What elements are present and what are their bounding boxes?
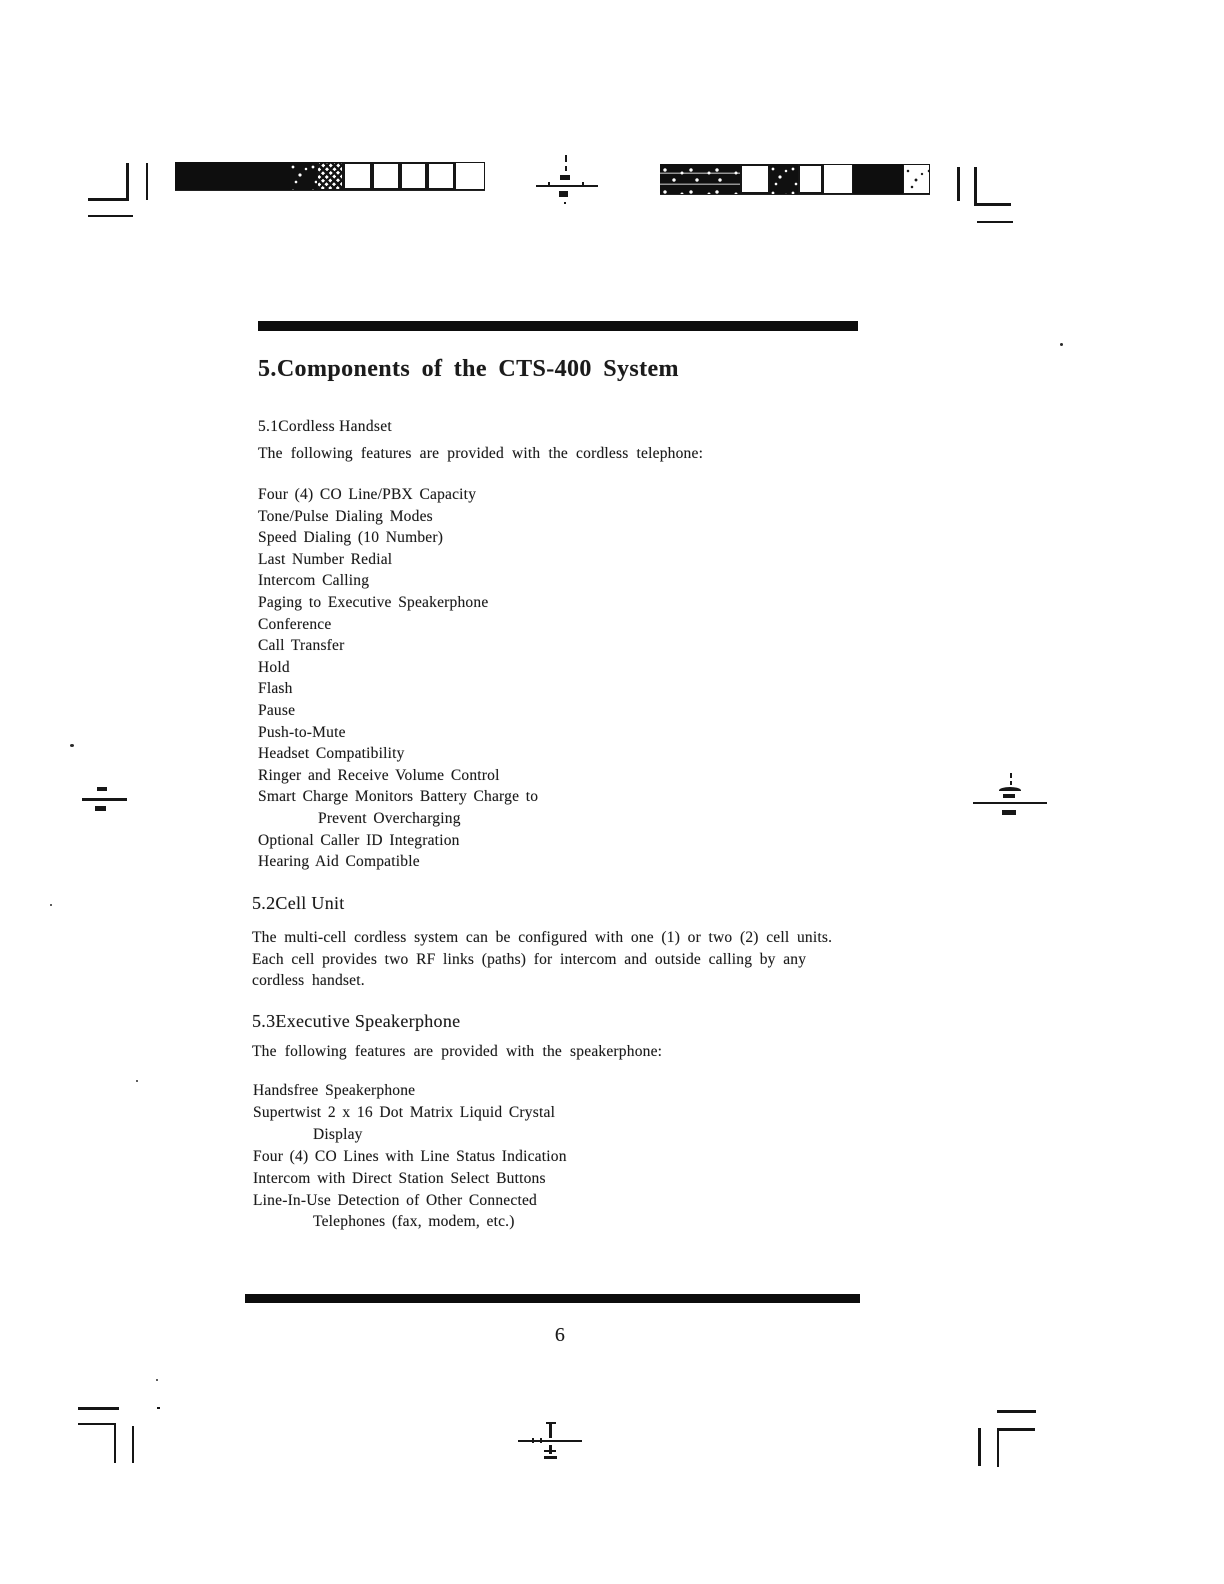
paragraph-cell-unit <box>252 927 832 992</box>
section-number: 5.3 <box>252 1011 276 1031</box>
feature-line: Headset Compatibility <box>258 745 405 763</box>
section-heading-5-3 <box>252 1011 460 1032</box>
registration-crosshair-bottom-icon <box>518 1420 584 1462</box>
feature-line: Line-In-Use Detection of Other Connected <box>253 1191 537 1209</box>
feature-line: Optional Caller ID Integration <box>258 831 460 849</box>
feature-line: Intercom with Direct Station Select Buttons <box>253 1169 546 1187</box>
feature-list-cordless-handset <box>258 484 538 873</box>
page-title-number: 5. <box>258 356 277 382</box>
feature-line: Hold <box>258 658 290 676</box>
feature-line: Handsfree Speakerphone <box>253 1082 416 1099</box>
paragraph-line: cordless handset. <box>252 972 365 990</box>
section-intro-5-1: The following features are provided with the cordless telephone: <box>258 445 704 462</box>
registration-crosshair-top-icon <box>530 155 602 211</box>
feature-line: Last Number Redial <box>258 550 393 568</box>
feature-line: Call Transfer <box>258 637 345 655</box>
feature-line: Flash <box>258 680 293 698</box>
feature-line: Speed Dialing (10 Number) <box>258 529 444 547</box>
page-number: 6 <box>554 1324 566 1346</box>
paragraph-line: The multi-cell cordless system can be configured with one (1) or two (2) cell units. <box>252 929 833 946</box>
section-label: Cell Unit <box>275 893 345 913</box>
feature-line: Pause <box>258 701 296 719</box>
scan-speck <box>1060 343 1063 346</box>
feature-line: Telephones (fax, modem, etc.) <box>313 1213 515 1231</box>
section-number: 5.2 <box>252 893 276 913</box>
feature-line: Supertwist 2 x 16 Dot Matrix Liquid Crystal <box>253 1103 556 1121</box>
feature-line: Push-to-Mute <box>258 723 346 741</box>
page-title-text: Components of the CTS-400 System <box>276 356 679 382</box>
page-title <box>258 356 679 383</box>
feature-line: Intercom Calling <box>258 572 370 590</box>
section-heading-5-2 <box>252 893 345 914</box>
grayscale-step-wedge-icon <box>175 162 485 191</box>
halftone-step-wedge-icon <box>660 164 930 195</box>
feature-line: Paging to Executive Speakerphone <box>258 593 489 611</box>
section-label: Executive Speakerphone <box>275 1011 461 1031</box>
feature-list-speakerphone <box>253 1080 567 1233</box>
scan-speck <box>50 904 52 906</box>
section-intro-5-3: The following features are provided with the speakerphone: <box>252 1043 663 1060</box>
feature-line: Display <box>313 1125 363 1143</box>
feature-line: Four (4) CO Line/PBX Capacity <box>258 486 477 503</box>
feature-line: Conference <box>258 615 332 633</box>
feature-line: Hearing Aid Compatible <box>258 853 420 871</box>
bottom-rule <box>245 1294 860 1303</box>
feature-line: Tone/Pulse Dialing Modes <box>258 507 433 525</box>
feature-line: Smart Charge Monitors Battery Charge to <box>258 788 539 806</box>
section-number: 5.1 <box>258 418 279 435</box>
scan-speck <box>156 1379 158 1381</box>
feature-line: Prevent Overcharging <box>318 809 461 827</box>
top-rule <box>258 321 858 331</box>
section-label: Cordless Handset <box>278 418 392 435</box>
section-heading-5-1 <box>258 418 392 436</box>
registration-crosshair-right-icon <box>973 773 1049 819</box>
feature-line: Four (4) CO Lines with Line Status Indication <box>253 1147 567 1165</box>
registration-crosshair-left-icon <box>82 785 130 817</box>
scan-speck <box>70 744 74 747</box>
scan-speck <box>136 1080 138 1082</box>
paragraph-line: Each cell provides two RF links (paths) for intercom and outside calling by any <box>252 950 807 968</box>
feature-line: Ringer and Receive Volume Control <box>258 766 500 784</box>
